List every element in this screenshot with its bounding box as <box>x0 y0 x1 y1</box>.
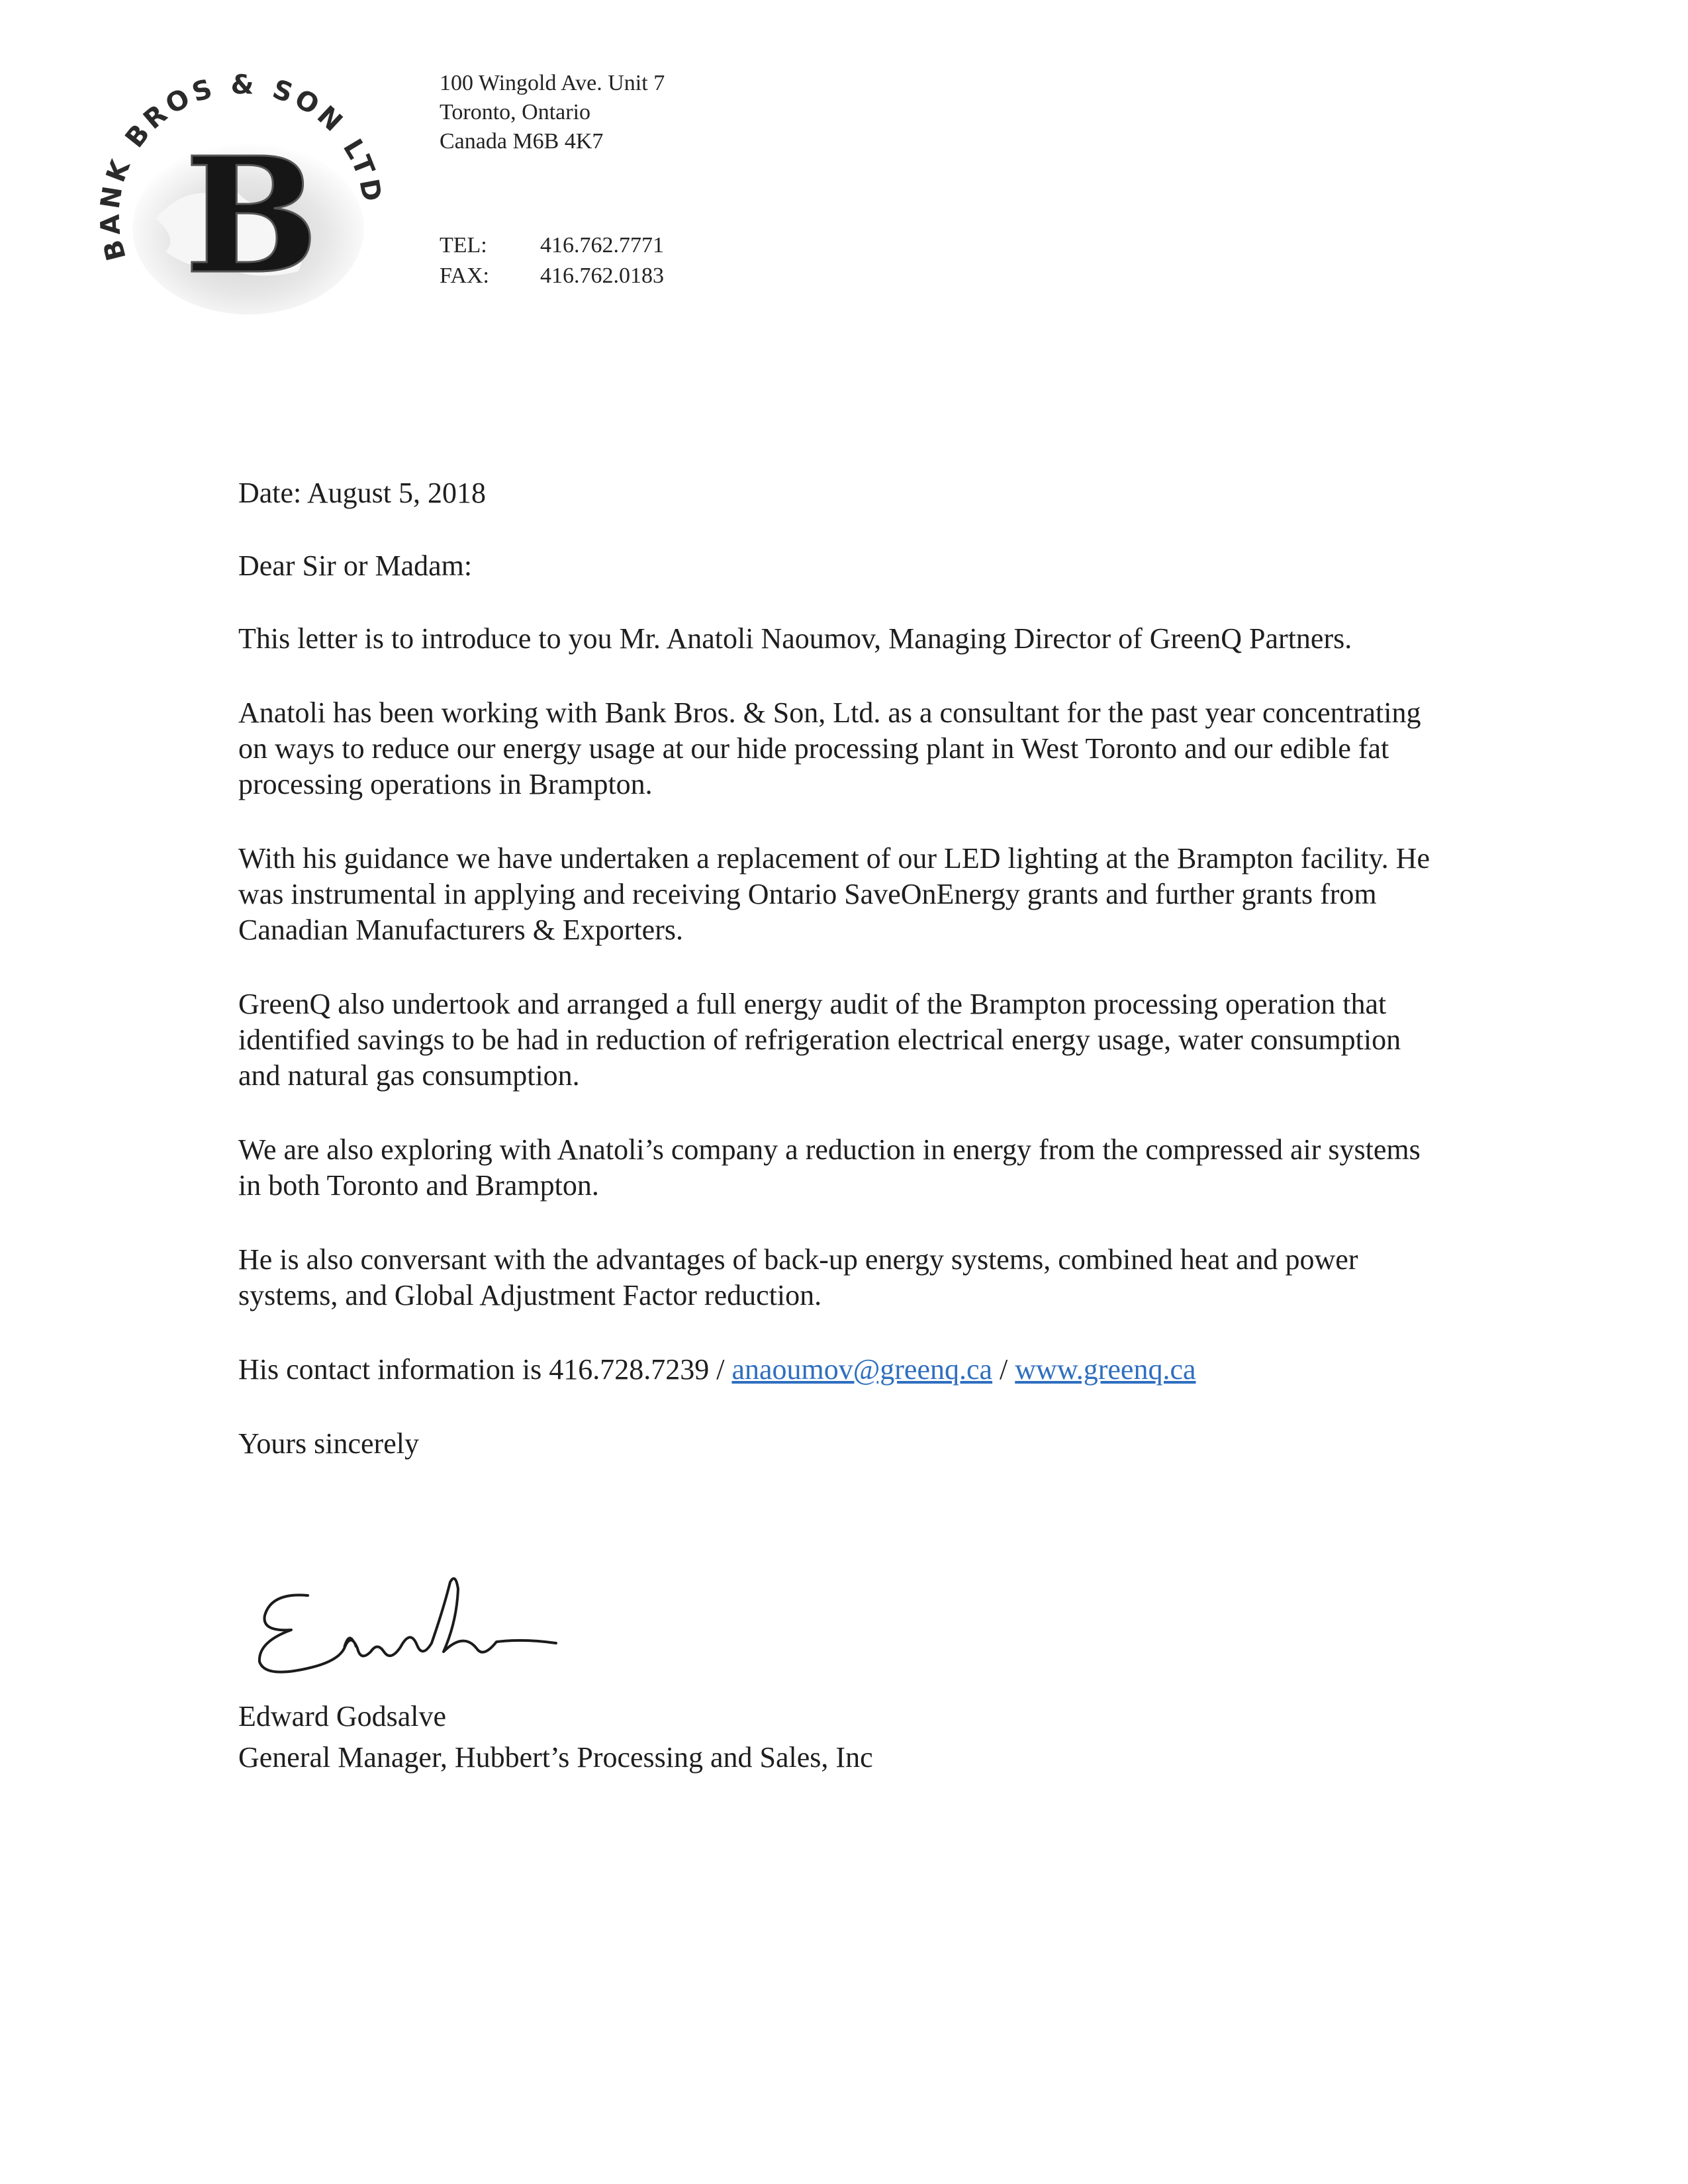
company-contact <box>440 230 664 291</box>
company-address <box>440 69 665 156</box>
tel-row <box>440 230 664 261</box>
contact-paragraph <box>238 1352 1450 1388</box>
closing: Yours sincerely <box>238 1427 419 1460</box>
fax-label: FAX: <box>440 263 489 288</box>
signature <box>245 1569 576 1682</box>
address-line: Canada M6B 4K7 <box>440 129 604 154</box>
letter-date: Date: August 5, 2018 <box>238 477 486 509</box>
paragraph: This letter is to introduce to you Mr. Anatoli Naoumov, Managing Director of GreenQ Partners. <box>238 622 1352 655</box>
contact-separator: / <box>992 1353 1015 1386</box>
paragraph: With his guidance we have undertaken a replacement of our LED lighting at the Brampton facility. He was instrumental in applying and receiving Ontario SaveOnEnergy grants and further grants from Canadian Manufacturers & Exporters. <box>238 842 1430 946</box>
company-logo <box>86 53 404 331</box>
paragraph: We are also exploring with Anatoli’s company a reduction in energy from the compressed air systems in both Toronto and Brampton. <box>238 1133 1421 1202</box>
fax-row <box>440 261 664 291</box>
paragraph: GreenQ also undertook and arranged a full energy audit of the Brampton processing operation that identified savings to be had in reduction of refrigeration electrical energy usage, water consumption and natural gas consumption. <box>238 988 1401 1092</box>
tel-value: 416.762.7771 <box>540 233 664 258</box>
paragraph: He is also conversant with the advantages of back-up energy systems, combined heat and power systems, and Global Adjustment Factor reduction. <box>238 1243 1358 1311</box>
signer-block <box>238 1696 873 1778</box>
logo-letter: B <box>184 122 319 309</box>
tel-label: TEL: <box>440 233 487 258</box>
signer-title: General Manager, Hubbert’s Processing and Sales, Inc <box>238 1741 873 1774</box>
contact-prefix: His contact information is 416.728.7239 / <box>238 1353 732 1386</box>
address-line: Toronto, Ontario <box>440 100 591 124</box>
logo-ring-text: BANK BROS & SON LTD <box>95 69 388 264</box>
signer-name: Edward Godsalve <box>238 1700 447 1733</box>
fax-value: 416.762.0183 <box>540 263 664 288</box>
address-line: 100 Wingold Ave. Unit 7 <box>440 71 665 95</box>
email-link[interactable]: anaoumov@greenq.ca <box>731 1353 993 1386</box>
letter-body <box>238 475 1450 1462</box>
paragraph: Anatoli has been working with Bank Bros. & Son, Ltd. as a consultant for the past year concentrating on ways to reduce our energy usage at our hide processing plant in West Toronto and our edible fat processing operations in Brampton. <box>238 696 1421 800</box>
salutation: Dear Sir or Madam: <box>238 549 473 582</box>
website-link[interactable]: www.greenq.ca <box>1015 1353 1196 1386</box>
